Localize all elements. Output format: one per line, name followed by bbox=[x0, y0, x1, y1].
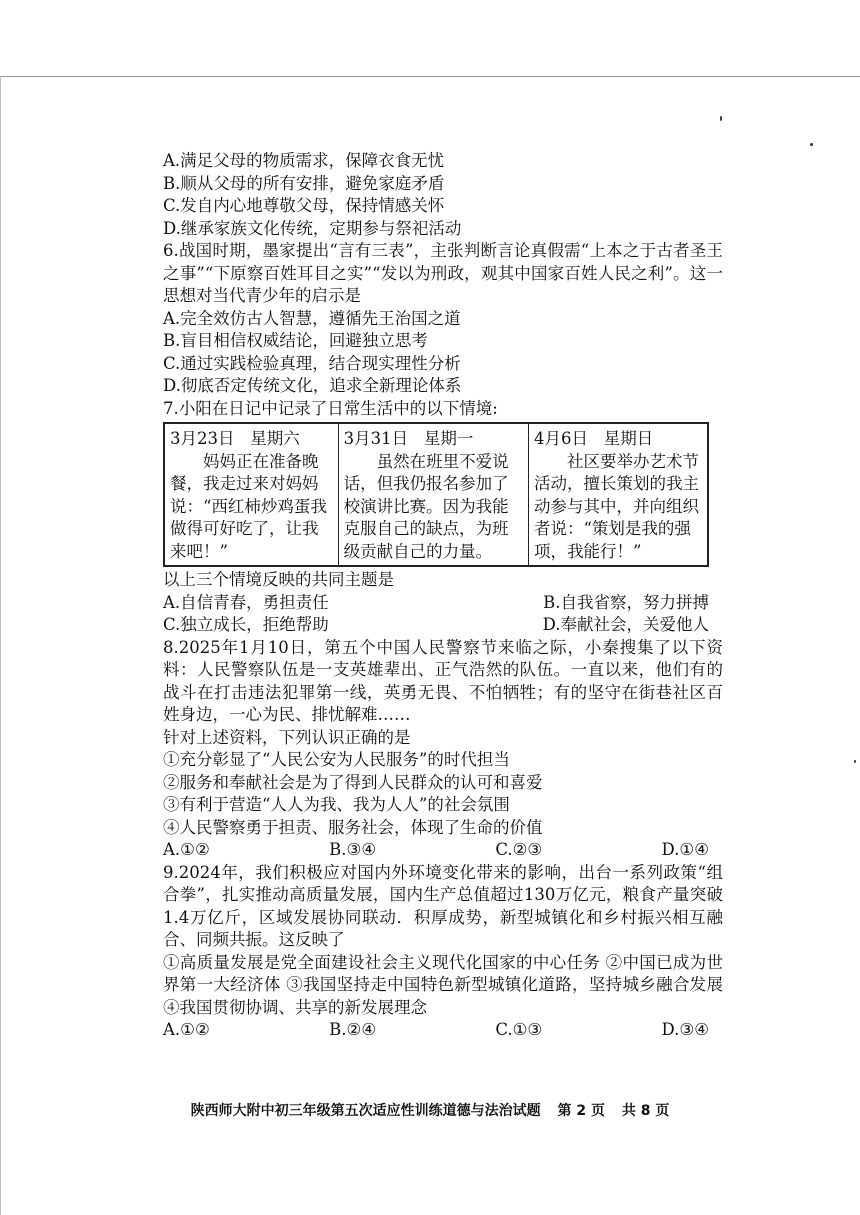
question-6 bbox=[163, 240, 723, 398]
q8-option-a: A.①② bbox=[163, 840, 210, 859]
q8-options bbox=[163, 839, 709, 862]
diary-text: 社区要举办艺术节活动，擅长策划的我主动参与其中，并向组织者说：“策划是我的强项，我能行！” bbox=[533, 451, 699, 561]
footer-page-total: 共 8 页 bbox=[621, 1103, 670, 1119]
q6-option-c: C.通过实践检验真理，结合现实理性分析 bbox=[163, 353, 461, 373]
diary-entry bbox=[528, 423, 708, 566]
q5-option-a: A.满足父母的物质需求，保障衣食无忧 bbox=[163, 151, 445, 170]
q7-options-row-1 bbox=[163, 592, 709, 615]
diary-date-header bbox=[344, 428, 523, 451]
q8-statement-4: ④人民警察勇于担责、服务社会，体现了生命的价值 bbox=[163, 817, 543, 837]
q7-options-row-2 bbox=[163, 614, 709, 637]
q5-option-c: C.发自内心地尊敬父母，保持情感关怀 bbox=[163, 196, 445, 215]
q6-stem: 6.战国时期，墨家提出“言有三表”，主张判断言论真假需“上本之于古者圣王之事”“下原察百姓耳目之实”“发以为刑政，观其中国家百姓人民之利”。这一思想对当代青少年的启示是 bbox=[163, 241, 723, 305]
diary-date: 3月31日 bbox=[343, 429, 409, 448]
diary-weekday: 星期一 bbox=[423, 429, 474, 448]
scan-speck bbox=[810, 143, 813, 146]
q7-question: 以上三个情境反映的共同主题是 bbox=[163, 570, 394, 589]
scan-top-edge bbox=[0, 76, 860, 77]
q5-option-b: B.顺从父母的所有安排，避免家庭矛盾 bbox=[163, 173, 445, 193]
q8-question: 针对上述资料，下列认识正确的是 bbox=[163, 727, 411, 747]
q7-option-d: D.奉献社会，关爱他人 bbox=[542, 615, 709, 634]
question-8 bbox=[163, 637, 723, 862]
q6-option-b: B.盲目相信权威结论，回避独立思考 bbox=[163, 331, 428, 350]
scan-speck bbox=[720, 116, 722, 121]
q9-statements: ①高质量发展是党全面建设社会主义现代化国家的中心任务 ②中国已成为世界第一大经济体 ③我国坚持走中国特色新型城镇化道路，坚持城乡融合发展 ④我国贯彻协调、共享的新发展理念 bbox=[163, 952, 723, 1017]
diary-entry bbox=[164, 423, 338, 566]
q9-options bbox=[163, 1019, 709, 1042]
diary-text: 虽然在班里不爱说话，但我仍报名参加了校演讲比赛。因为我能克服自己的缺点，为班级贡献自己的力量。 bbox=[343, 451, 509, 561]
q7-option-a: A.自信青春，勇担责任 bbox=[163, 592, 329, 612]
q8-statement-1: ①充分彰显了“人民公安为人民服务”的时代担当 bbox=[163, 750, 510, 769]
diary-text: 妈妈正在准备晚餐，我走过来对妈妈说：“西红柿炒鸡蛋我做得可好吃了，让我来吧！” bbox=[170, 451, 327, 561]
q9-option-c: C.①③ bbox=[495, 1020, 543, 1039]
q5-option-d: D.继承家族文化传统，定期参与祭祀活动 bbox=[163, 218, 462, 238]
diary-weekday: 星期六 bbox=[250, 429, 300, 448]
q8-option-d: D.①④ bbox=[661, 840, 709, 859]
q9-option-b: B.②④ bbox=[329, 1020, 377, 1039]
diary-date: 4月6日 bbox=[533, 429, 588, 448]
q5-options bbox=[163, 150, 723, 240]
diary-weekday: 星期日 bbox=[603, 429, 654, 448]
page-footer bbox=[0, 1100, 860, 1120]
question-7 bbox=[163, 398, 723, 637]
q8-statement-3: ③有利于营造“人人为我、我为人人”的社会氛围 bbox=[163, 795, 510, 814]
diary-date-header bbox=[170, 428, 333, 451]
scan-left-edge bbox=[0, 76, 1, 1215]
diary-entry bbox=[338, 423, 528, 566]
q8-option-c: C.②③ bbox=[495, 840, 543, 859]
q9-option-d: D.③④ bbox=[661, 1020, 709, 1039]
q6-option-a: A.完全效仿古人智慧，遵循先王治国之道 bbox=[163, 308, 461, 328]
q9-option-a: A.①② bbox=[163, 1020, 210, 1039]
q7-option-c: C.独立成长，拒绝帮助 bbox=[163, 615, 329, 634]
scan-speck bbox=[854, 760, 856, 763]
footer-title: 陕西师大附中初三年级第五次适应性训练道德与法治试题 bbox=[190, 1103, 541, 1119]
q8-option-b: B.③④ bbox=[329, 840, 377, 859]
q8-statement-2: ②服务和奉献社会是为了得到人民群众的认可和喜爱 bbox=[163, 772, 543, 792]
q6-option-d: D.彻底否定传统文化，追求全新理论体系 bbox=[163, 376, 462, 395]
q7-stem: 7.小阳在日记中记录了日常生活中的以下情境: bbox=[163, 398, 498, 418]
q9-stem: 9.2024年，我们积极应对国内外环境变化带来的影响，出台一系列政策“组合拳”，扎实推动高质量发展，国内生产总值超过130万亿元，粮食产量突破1.4万亿斤，区域发展协同联动．积厚成势，新型城镇化和乡村振兴相互融合、同频共振。这反映了 bbox=[163, 862, 723, 949]
q8-stem: 8.2025年1月10日，第五个中国人民警察节来临之际，小秦搜集了以下资料：人民警察队伍是一支英雄辈出、正气浩然的队伍。一直以来，他们有的战斗在打击违法犯罪第一线，英勇无畏、不怕牺牲；有的坚守在街巷社区百姓身边，一心为民、排忧解难…… bbox=[163, 637, 723, 724]
q7-option-b: B.自我省察，努力拼搏 bbox=[543, 592, 709, 612]
diary-date-header bbox=[534, 428, 702, 451]
footer-page-number: 第 2 页 bbox=[557, 1103, 605, 1119]
exam-page bbox=[163, 150, 723, 1042]
diary-table bbox=[163, 422, 709, 567]
question-9 bbox=[163, 862, 723, 1042]
diary-date: 3月23日 bbox=[170, 429, 235, 448]
